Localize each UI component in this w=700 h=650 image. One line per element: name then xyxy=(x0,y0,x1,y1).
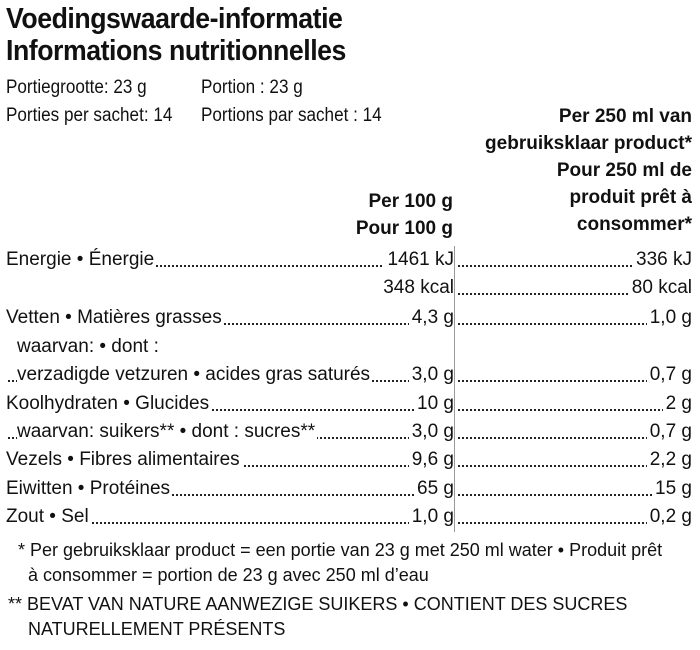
column-header-line: Per 100 g xyxy=(368,191,453,212)
value-per-250ml: 0,2 g xyxy=(647,503,692,530)
table-row xyxy=(0,475,700,502)
column-header-line: Pour 100 g xyxy=(355,218,453,239)
value-per-100g: 1,0 g xyxy=(409,503,454,530)
footnote-ready-to-eat-cont: à consommer = portion de 23 g avec 250 ml d’eau xyxy=(28,565,429,585)
table-row xyxy=(0,361,700,388)
servings-per-sachet-dutch: Porties per sachet: 14 xyxy=(6,105,173,126)
column-header-line: consommer* xyxy=(576,214,692,235)
value-per-250ml: 2,2 g xyxy=(647,446,692,473)
column-header-line: produit prêt à xyxy=(569,187,692,208)
nutrient-label: Vezels • Fibres alimentaires xyxy=(6,446,242,473)
nutrient-label: verzadigde vetzuren • acides gras saturés xyxy=(17,361,372,388)
servings-per-sachet-french: Portions par sachet : 14 xyxy=(201,105,382,126)
table-row xyxy=(0,390,700,417)
column-header-line: gebruiksklaar product* xyxy=(485,133,692,154)
table-row xyxy=(0,503,700,530)
footnote-ready-to-eat: * Per gebruiksklaar product = een portie van 23 g met 250 ml water • Produit prêt xyxy=(18,540,663,560)
table-row xyxy=(0,333,700,360)
value-per-100g: 3,0 g xyxy=(409,418,454,445)
column-header-per-250ml xyxy=(485,103,692,238)
nutrient-label: waarvan: suikers** • dont : sucres** xyxy=(17,418,317,445)
value-per-100g: 65 g xyxy=(414,475,454,502)
nutrient-label: Energie • Énergie xyxy=(6,246,156,273)
value-per-250ml: 2 g xyxy=(663,390,692,417)
nutrient-label: Eiwitten • Protéines xyxy=(6,475,172,502)
nutrient-label: Koolhydraten • Glucides xyxy=(6,390,211,417)
table-row xyxy=(0,304,700,331)
column-header-line: Pour 250 ml de xyxy=(556,160,692,181)
title-french: Informations nutritionnelles xyxy=(6,35,346,67)
title-dutch: Voedingswaarde-informatie xyxy=(6,3,343,35)
table-row xyxy=(0,274,700,301)
dot-leader xyxy=(458,409,692,411)
value-per-100g: 9,6 g xyxy=(409,446,454,473)
value-per-250ml: 336 kJ xyxy=(633,246,692,273)
value-per-250ml: 1,0 g xyxy=(647,304,692,331)
nutrient-label: Vetten • Matières grasses xyxy=(6,304,224,331)
serving-size-french: Portion : 23 g xyxy=(201,77,303,98)
table-row xyxy=(0,246,700,273)
value-per-250ml: 0,7 g xyxy=(647,361,692,388)
value-per-100g: 3,0 g xyxy=(409,361,454,388)
serving-size-dutch: Portiegrootte: 23 g xyxy=(6,77,147,98)
footnote-natural-sugars-cont: NATURELLEMENT PRÉSENTS xyxy=(28,619,286,639)
nutrient-label: Zout • Sel xyxy=(6,503,91,530)
column-header-per-100g xyxy=(356,188,453,242)
value-per-100g: 348 kcal xyxy=(380,274,454,301)
value-per-250ml: 80 kcal xyxy=(629,274,692,301)
table-row xyxy=(0,418,700,445)
value-per-100g: 10 g xyxy=(414,390,454,417)
value-per-100g: 4,3 g xyxy=(409,304,454,331)
table-row xyxy=(0,446,700,473)
column-header-line: Per 250 ml van xyxy=(558,106,692,127)
value-per-250ml: 15 g xyxy=(652,475,692,502)
nutrient-sublabel: waarvan: • dont : xyxy=(17,333,161,360)
footnote-natural-sugars: ** BEVAT VAN NATURE AANWEZIGE SUIKERS • CONTIENT DES SUCRES xyxy=(8,594,628,614)
value-per-100g: 1461 kJ xyxy=(384,246,454,273)
value-per-250ml: 0,7 g xyxy=(647,418,692,445)
